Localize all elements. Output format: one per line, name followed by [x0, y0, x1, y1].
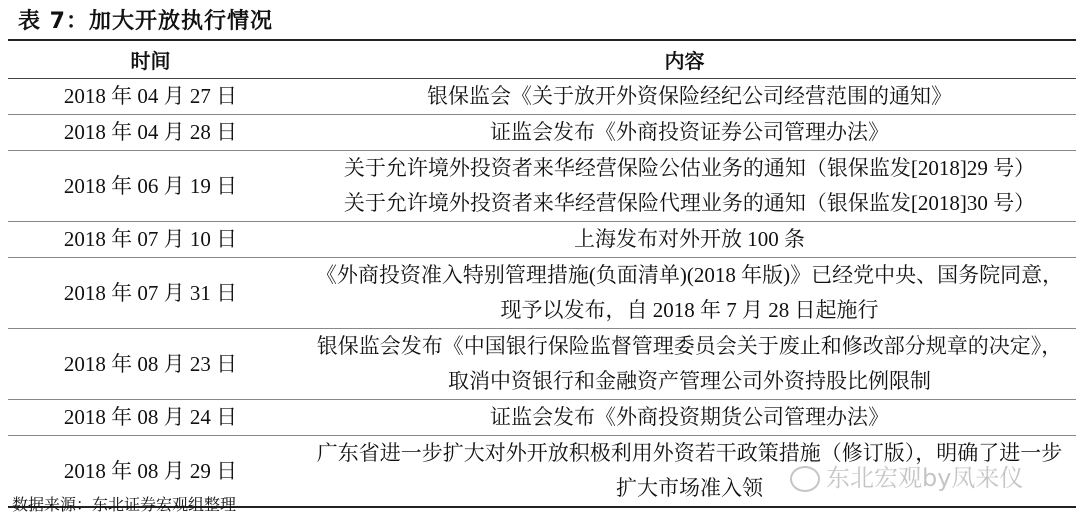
- content-cell: [293, 115, 1076, 151]
- content-cell: [293, 400, 1076, 436]
- date-cell: 2018 年 08 月 23 日: [8, 329, 293, 400]
- table-row: [8, 222, 1076, 258]
- date-cell: 2018 年 07 月 10 日: [8, 222, 293, 258]
- content-cell: [293, 258, 1076, 329]
- date-cell: 2018 年 04 月 28 日: [8, 115, 293, 151]
- date-cell: 2018 年 08 月 29 日: [63, 458, 238, 483]
- date-cell: 2018 年 06 月 19 日: [8, 151, 293, 222]
- content-text: 关于允许境外投资者来华经营保险公估业务的通知（银保监发[2018]29 号）: [343, 156, 1036, 180]
- table-row: [8, 329, 1076, 400]
- content-cell: [293, 222, 1076, 258]
- date-cell: 2018 年 07 月 31 日: [8, 258, 293, 329]
- wechat-icon: [790, 466, 820, 492]
- table-title: 表 7：加大开放执行情况: [18, 9, 273, 34]
- table-row: [8, 258, 1076, 329]
- content-text: 证监会发布《外商投资证券公司管理办法》: [490, 120, 889, 144]
- content-cell: [293, 79, 1076, 115]
- header-date: 时间: [8, 40, 293, 79]
- date-cell: 2018 年 04 月 27 日: [8, 79, 293, 115]
- watermark: 东北宏观by凤来仪: [790, 458, 1023, 493]
- date-cell: 2018 年 08 月 24 日: [8, 400, 293, 436]
- content-text: 《外商投资准入特别管理措施(负面清单)(2018 年版)》已经党中央、国务院同意，现予以发布，自 2018 年 7 月 28 日起施行: [315, 263, 1064, 322]
- table-row: [8, 79, 1076, 115]
- source-note: 数据来源：东北证券宏观组整理: [12, 495, 237, 514]
- content-cell: [293, 329, 1076, 400]
- content-text: 广东省进一步扩大对外开放积极利用外资若干政策措施（修订版），明确了进一步扩大市场准入领: [316, 441, 1063, 500]
- content-text: 证监会发布《外商投资期货公司管理办法》: [490, 405, 889, 429]
- header-content: 内容: [293, 40, 1076, 79]
- content-text: 上海发布对外开放 100 条: [574, 227, 805, 251]
- content-text: 银保监会发布《中国银行保险监督管理委员会关于废止和修改部分规章的决定》，取消中资银行和金融资产管理公司外资持股比例限制: [316, 334, 1063, 393]
- content-text: 关于允许境外投资者来华经营保险代理业务的通知（银保监发[2018]30 号）: [343, 191, 1036, 215]
- table-row: [8, 115, 1076, 151]
- table-row: [8, 151, 1076, 222]
- content-text: 银保监会《关于放开外资保险经纪公司经营范围的通知》: [427, 84, 952, 108]
- table-row: [8, 400, 1076, 436]
- content-cell: [293, 151, 1076, 222]
- policy-table: [8, 39, 1076, 508]
